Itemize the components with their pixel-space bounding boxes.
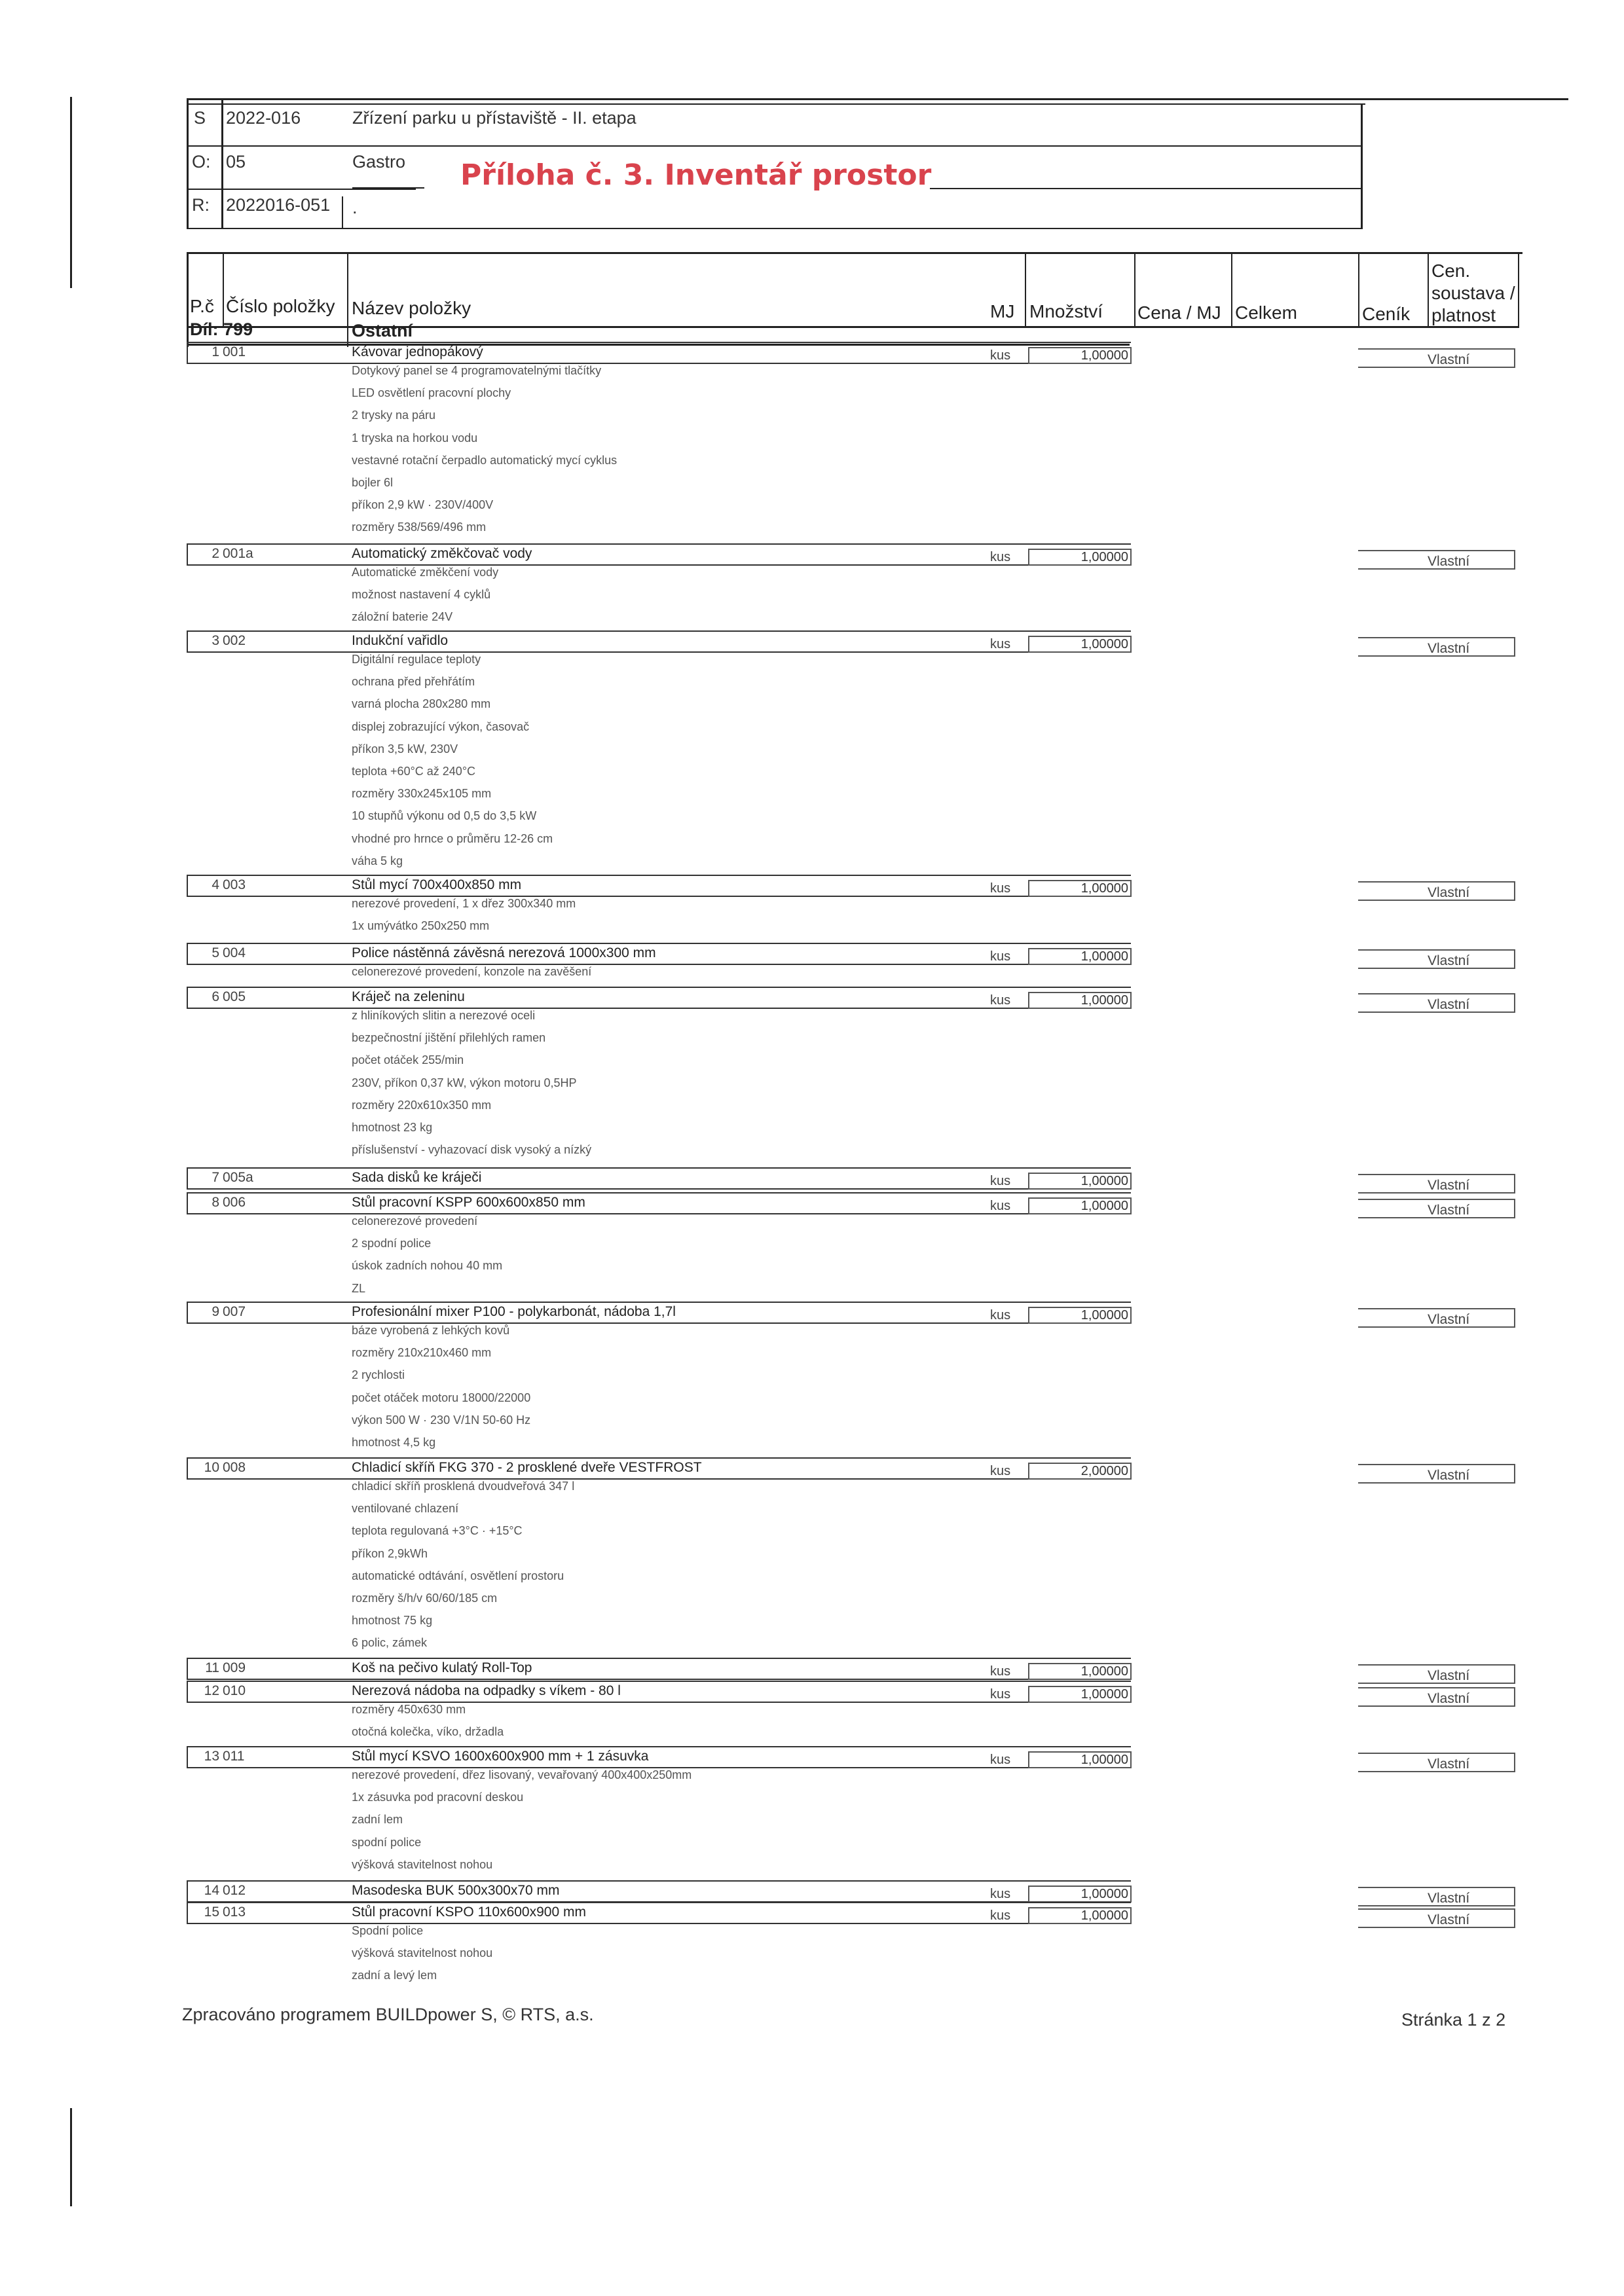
item-mj: kus <box>990 1464 1011 1478</box>
col-header-qty: Množství <box>1029 301 1103 321</box>
item-pricing-source: Vlastní <box>1428 1912 1470 1927</box>
item-code: 001a <box>223 546 253 561</box>
item-detail-line: nerezové provedení, dřez lisovaný, vevařovaný 400x400x250mm <box>352 1768 692 1781</box>
item-pc: 1 <box>212 344 219 359</box>
item-pricing-source: Vlastní <box>1428 1691 1470 1706</box>
header-key-r: R: <box>192 195 210 215</box>
item-detail-line: 10 stupňů výkonu od 0,5 do 3,5 kW <box>352 809 537 823</box>
col-header-total: Celkem <box>1235 302 1297 323</box>
item-detail-line: příkon 2,9kWh <box>352 1546 428 1560</box>
item-detail-line: váha 5 kg <box>352 854 403 867</box>
item-detail-line: hmotnost 23 kg <box>352 1121 433 1134</box>
item-pc: 12 <box>204 1683 219 1698</box>
item-detail-line: vhodné pro hrnce o průměru 12-26 cm <box>352 831 553 845</box>
col-header-price: Cena / MJ <box>1137 302 1221 323</box>
col-header-cen-3: platnost <box>1431 305 1496 325</box>
item-qty: 1,00000 <box>1080 550 1128 564</box>
item-name: Masodeska BUK 500x300x70 mm <box>352 1883 560 1898</box>
item-qty: 1,00000 <box>1080 1753 1128 1767</box>
item-qty: 1,00000 <box>1080 993 1128 1008</box>
item-name: Indukční vařidlo <box>352 633 449 648</box>
item-mj: kus <box>990 993 1011 1008</box>
table-row-box <box>187 987 1131 1009</box>
item-pricing-source: Vlastní <box>1428 1178 1470 1193</box>
col-border-right <box>1518 252 1519 327</box>
scan-margin-mark-bottom <box>70 2108 72 2206</box>
header-key-s: S <box>194 108 206 128</box>
item-detail-line: vestavné rotační čerpadlo automatický mycí cyklus <box>352 453 618 467</box>
header-right-border <box>1361 103 1363 229</box>
item-pc: 15 <box>204 1904 219 1920</box>
item-qty: 1,00000 <box>1080 1174 1128 1188</box>
item-mj: kus <box>990 1908 1011 1923</box>
item-code: 009 <box>223 1660 246 1675</box>
item-name: Stůl mycí KSVO 1600x600x900 mm + 1 zásuvka <box>352 1749 649 1764</box>
item-code: 011 <box>223 1749 245 1764</box>
item-qty: 1,00000 <box>1080 1199 1128 1213</box>
item-detail-line: celonerezové provedení <box>352 1214 478 1228</box>
header-left-border <box>187 98 189 229</box>
item-detail-line: rozměry 220x610x350 mm <box>352 1098 492 1112</box>
item-qty: 1,00000 <box>1080 637 1128 651</box>
item-detail-line: hmotnost 4,5 kg <box>352 1436 436 1449</box>
header-rule-2a <box>187 189 416 190</box>
col-header-code: Číslo položky <box>226 296 335 316</box>
item-code: 003 <box>223 877 246 892</box>
item-detail-line: rozměry š/h/v 60/60/185 cm <box>352 1592 498 1605</box>
header-rule-3 <box>187 228 1362 229</box>
item-detail-line: ochrana před přehřátím <box>352 675 475 689</box>
header-rule-2c <box>930 188 1362 189</box>
item-pricing-source: Vlastní <box>1428 997 1470 1012</box>
item-mj: kus <box>990 1753 1011 1767</box>
item-pricing-source: Vlastní <box>1428 1312 1470 1327</box>
item-detail-line: 1x umývátko 250x250 mm <box>352 919 490 933</box>
item-pc: 13 <box>204 1749 219 1764</box>
item-mj: kus <box>990 1887 1011 1901</box>
item-code: 010 <box>223 1683 246 1698</box>
item-detail-line: bezpečnostní jištění přilehlých ramen <box>352 1031 546 1045</box>
item-pc: 3 <box>212 633 219 648</box>
col-header-pc: P.č <box>190 296 214 316</box>
table-row-box <box>187 875 1131 897</box>
item-qty: 2,00000 <box>1080 1464 1128 1478</box>
item-detail-line: báze vyrobená z lehkých kovů <box>352 1324 510 1337</box>
item-detail-line: rozměry 538/569/496 mm <box>352 520 487 534</box>
header-desc-r: . <box>352 198 358 217</box>
item-detail-line: možnost nastavení 4 cyklů <box>352 588 491 602</box>
item-pc: 14 <box>204 1883 219 1898</box>
item-detail-line: 2 spodní police <box>352 1237 432 1250</box>
item-detail-line: záložní baterie 24V <box>352 610 453 624</box>
item-pricing-source: Vlastní <box>1428 1668 1470 1683</box>
item-detail-line: LED osvětlení pracovní plochy <box>352 386 511 400</box>
item-detail-line: příkon 2,9 kW · 230V/400V <box>352 498 494 512</box>
item-detail-line: počet otáček 255/min <box>352 1053 464 1067</box>
item-detail-line: rozměry 330x245x105 mm <box>352 787 492 801</box>
header-top-rule <box>187 98 1568 100</box>
item-detail-line: spodní police <box>352 1835 422 1849</box>
item-pricing-source: Vlastní <box>1428 641 1470 656</box>
item-pc: 8 <box>212 1195 219 1210</box>
header-key-divider <box>221 98 223 229</box>
item-detail-line: výšková stavitelnost nohou <box>352 1946 493 1960</box>
col-header-pricelist: Ceník <box>1362 304 1411 324</box>
item-qty: 1,00000 <box>1080 1308 1128 1322</box>
item-pc: 4 <box>212 877 219 892</box>
item-detail-line: příslušenství - vyhazovací disk vysoký a nízký <box>352 1143 592 1157</box>
item-code: 002 <box>223 633 246 648</box>
table-row-box <box>187 1658 1131 1680</box>
item-detail-line: Spodní police <box>352 1924 424 1937</box>
item-mj: kus <box>990 949 1011 964</box>
item-name: Sada disků ke kráječi <box>352 1170 482 1185</box>
item-detail-line: příkon 3,5 kW, 230V <box>352 742 458 756</box>
item-code: 013 <box>223 1904 246 1920</box>
item-detail-line: ZL <box>352 1281 366 1295</box>
col-border-qty <box>1134 252 1135 327</box>
item-qty: 1,00000 <box>1080 1664 1128 1679</box>
item-name: Automatický změkčovač vody <box>352 546 532 561</box>
item-detail-line: Digitální regulace teploty <box>352 653 481 666</box>
col-header-mj: MJ <box>990 301 1015 321</box>
item-detail-line: hmotnost 75 kg <box>352 1614 433 1628</box>
section-label: Díl: 799 <box>190 319 253 339</box>
item-name: Chladicí skříň FKG 370 - 2 prosklené dveře VESTFROST <box>352 1460 702 1475</box>
col-header-cen-1: Cen. <box>1431 261 1471 281</box>
item-mj: kus <box>990 1199 1011 1213</box>
col-header-cen-2: soustava / <box>1431 283 1515 303</box>
item-detail-line: nerezové provedení, 1 x dřez 300x340 mm <box>352 897 576 910</box>
item-detail-line: chladicí skříň prosklená dvoudveřová 347 l <box>352 1480 575 1493</box>
col-header-name: Název položky <box>352 298 471 318</box>
item-pc: 11 <box>205 1660 219 1675</box>
item-detail-line: otočná kolečka, víko, držadla <box>352 1725 504 1739</box>
item-detail-line: výšková stavitelnost nohou <box>352 1857 493 1871</box>
item-pricing-source: Vlastní <box>1428 1757 1470 1772</box>
item-mj: kus <box>990 348 1011 363</box>
header-code-r: 2022016-051 <box>226 195 331 215</box>
item-pc: 6 <box>212 989 219 1004</box>
item-detail-line: počet otáček motoru 18000/22000 <box>352 1391 531 1404</box>
item-pc: 10 <box>204 1460 219 1475</box>
item-detail-line: rozměry 450x630 mm <box>352 1703 466 1716</box>
item-code: 007 <box>223 1304 246 1319</box>
item-code: 008 <box>223 1460 246 1475</box>
header-code-divider <box>342 196 343 229</box>
header-key-o: O: <box>192 152 211 172</box>
item-detail-line: Dotykový panel se 4 programovatelnými tlačítky <box>352 364 602 377</box>
section-name: Ostatní <box>352 321 413 340</box>
item-mj: kus <box>990 881 1011 896</box>
item-pricing-source: Vlastní <box>1428 352 1470 367</box>
item-detail-line: automatické odtávání, osvětlení prostoru <box>352 1569 564 1582</box>
item-detail-line: úskok zadních nohou 40 mm <box>352 1259 503 1273</box>
table-row-box <box>187 1192 1131 1214</box>
item-pc: 9 <box>212 1304 219 1319</box>
item-detail-line: varná plocha 280x280 mm <box>352 697 491 711</box>
table-row-box <box>187 342 1131 364</box>
header-top-rule-inner <box>187 103 1365 105</box>
item-name: Profesionální mixer P100 - polykarbonát, nádoba 1,7l <box>352 1304 676 1319</box>
item-mj: kus <box>990 637 1011 651</box>
item-detail-line: 6 polic, zámek <box>352 1636 428 1650</box>
item-mj: kus <box>990 1687 1011 1702</box>
item-mj: kus <box>990 1664 1011 1679</box>
item-pricing-source: Vlastní <box>1428 1891 1470 1906</box>
item-detail-line: celonerezové provedení, konzole na zavěšení <box>352 965 592 978</box>
table-row-box <box>187 1681 1131 1703</box>
header-code-s: 2022-016 <box>226 108 301 128</box>
item-detail-line: teplota +60°C až 240°C <box>352 765 476 778</box>
item-name: Koš na pečivo kulatý Roll-Top <box>352 1660 532 1675</box>
item-name: Police nástěnná závěsná nerezová 1000x300 mm <box>352 945 656 960</box>
table-row-box <box>187 1746 1131 1768</box>
header-code-o: 05 <box>226 152 246 172</box>
item-qty: 1,00000 <box>1080 1908 1128 1923</box>
item-detail-line: bojler 6l <box>352 476 394 489</box>
item-pricing-source: Vlastní <box>1428 1468 1470 1483</box>
footer-program-credit: Zpracováno programem BUILDpower S, © RTS, a.s. <box>182 2005 594 2024</box>
item-code: 012 <box>223 1883 246 1898</box>
item-mj: kus <box>990 1308 1011 1322</box>
item-pc: 5 <box>212 945 219 960</box>
item-qty: 1,00000 <box>1080 1687 1128 1702</box>
item-pc: 2 <box>212 546 219 561</box>
item-pricing-source: Vlastní <box>1428 1203 1470 1218</box>
col-border-total <box>1358 252 1359 327</box>
footer-page-number: Stránka 1 z 2 <box>1401 2010 1506 2030</box>
table-row-box <box>187 1880 1131 1903</box>
item-pricing-source: Vlastní <box>1428 554 1470 569</box>
item-detail-line: 230V, příkon 0,37 kW, výkon motoru 0,5HP <box>352 1076 577 1089</box>
item-pricing-source: Vlastní <box>1428 885 1470 900</box>
item-detail-line: zadní lem <box>352 1813 403 1827</box>
item-code: 005 <box>223 989 246 1004</box>
item-detail-line: výkon 500 W · 230 V/1N 50-60 Hz <box>352 1413 531 1427</box>
table-row-box <box>187 943 1131 965</box>
item-detail-line: Automatické změkčení vody <box>352 566 499 579</box>
col-border-price <box>1231 252 1232 327</box>
attachment-title: Příloha č. 3. Inventář prostor <box>460 158 932 192</box>
table-header-top-rule <box>187 252 1522 254</box>
item-detail-line: rozměry 210x210x460 mm <box>352 1346 492 1360</box>
item-mj: kus <box>990 550 1011 564</box>
item-detail-line: 1 tryska na horkou vodu <box>352 431 478 445</box>
table-row-box <box>187 630 1131 653</box>
item-name: Kávovar jednopákový <box>352 344 483 359</box>
item-detail-line: 1x zásuvka pod pracovní deskou <box>352 1791 524 1804</box>
item-detail-line: z hliníkových slitin a nerezové oceli <box>352 1009 536 1022</box>
table-row-box <box>187 543 1131 566</box>
item-qty: 1,00000 <box>1080 949 1128 964</box>
table-row-box <box>187 1167 1131 1190</box>
col-border-pricelist <box>1428 252 1429 327</box>
item-mj: kus <box>990 1174 1011 1188</box>
item-pc: 7 <box>212 1170 219 1185</box>
item-qty: 1,00000 <box>1080 348 1128 363</box>
header-rule-2b <box>352 187 424 189</box>
item-qty: 1,00000 <box>1080 1887 1128 1901</box>
item-detail-line: zadní a levý lem <box>352 1969 437 1982</box>
item-code: 004 <box>223 945 246 960</box>
col-border-pc <box>223 252 224 327</box>
item-name: Kráječ na zeleninu <box>352 989 465 1004</box>
item-name: Stůl mycí 700x400x850 mm <box>352 877 522 892</box>
item-detail-line: 2 rychlosti <box>352 1368 405 1382</box>
item-detail-line: teplota regulovaná +3°C · +15°C <box>352 1524 523 1538</box>
item-detail-line: 2 trysky na páru <box>352 409 436 422</box>
item-code: 005a <box>223 1170 253 1185</box>
item-pricing-source: Vlastní <box>1428 953 1470 968</box>
item-code: 006 <box>223 1195 246 1210</box>
col-border-name <box>1025 252 1026 327</box>
header-rule-1 <box>187 145 1362 147</box>
item-name: Nerezová nádoba na odpadky s víkem - 80 l <box>352 1683 621 1698</box>
item-detail-line: displej zobrazující výkon, časovač <box>352 720 530 733</box>
col-border-left <box>187 252 189 347</box>
scan-margin-mark-top <box>70 97 72 288</box>
item-qty: 1,00000 <box>1080 881 1128 896</box>
header-desc-o: Gastro <box>352 152 406 172</box>
item-name: Stůl pracovní KSPO 110x600x900 mm <box>352 1904 586 1920</box>
header-desc-s: Zřízení parku u přístaviště - II. etapa <box>352 108 637 128</box>
table-row-box <box>187 1902 1131 1924</box>
item-code: 001 <box>223 344 246 359</box>
item-detail-line: ventilované chlazení <box>352 1502 459 1516</box>
item-name: Stůl pracovní KSPP 600x600x850 mm <box>352 1195 585 1210</box>
col-border-code <box>347 252 348 347</box>
